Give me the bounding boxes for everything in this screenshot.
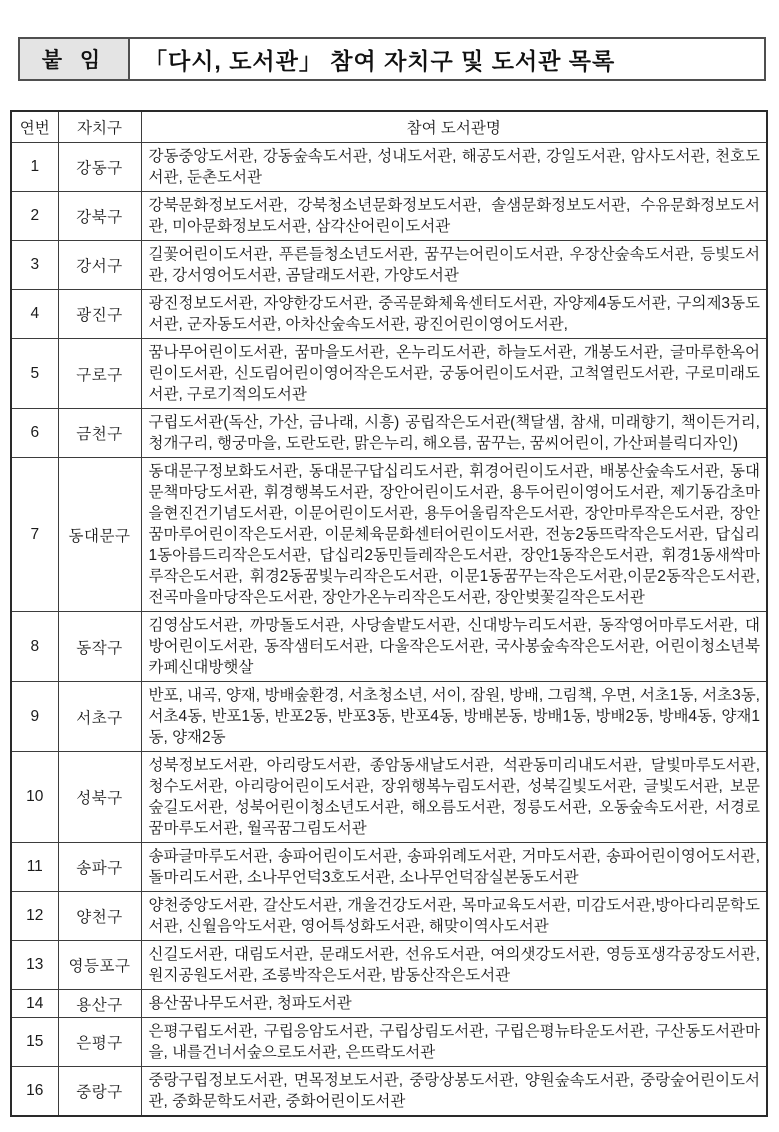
district-name: 광진구 bbox=[58, 290, 141, 339]
row-number: 3 bbox=[11, 241, 58, 290]
table-body bbox=[11, 143, 767, 1117]
row-number: 1 bbox=[11, 143, 58, 192]
table-row bbox=[11, 1018, 767, 1067]
district-name: 강북구 bbox=[58, 192, 141, 241]
district-name: 은평구 bbox=[58, 1018, 141, 1067]
row-number: 16 bbox=[11, 1067, 58, 1117]
library-list: 강북문화정보도서관, 강북청소년문화정보도서관, 솔샘문화정보도서관, 수유문화정보도서관, 미아문화정보도서관, 삼각산어린이도서관 bbox=[141, 192, 767, 241]
library-table-container bbox=[10, 110, 768, 1117]
table-row bbox=[11, 143, 767, 192]
table-header-row bbox=[11, 111, 767, 143]
district-name: 동작구 bbox=[58, 612, 141, 682]
district-name: 용산구 bbox=[58, 990, 141, 1018]
table-row bbox=[11, 682, 767, 752]
library-list: 강동중앙도서관, 강동숲속도서관, 성내도서관, 해공도서관, 강일도서관, 암사도서관, 천호도서관, 둔촌도서관 bbox=[141, 143, 767, 192]
row-number: 10 bbox=[11, 752, 58, 843]
table-row bbox=[11, 843, 767, 892]
library-list: 용산꿈나무도서관, 청파도서관 bbox=[141, 990, 767, 1018]
table-row bbox=[11, 892, 767, 941]
column-header-libraries: 참여 도서관명 bbox=[141, 111, 767, 143]
library-list: 은평구립도서관, 구립응암도서관, 구립상림도서관, 구립은평뉴타운도서관, 구산동도서관마을, 내를건너서숲으로도서관, 은뜨락도서관 bbox=[141, 1018, 767, 1067]
district-name: 강동구 bbox=[58, 143, 141, 192]
district-name: 동대문구 bbox=[58, 458, 141, 612]
column-header-no: 연번 bbox=[11, 111, 58, 143]
row-number: 4 bbox=[11, 290, 58, 339]
library-list: 반포, 내곡, 양재, 방배숲환경, 서초청소년, 서이, 잠원, 방배, 그림책, 우면, 서초1동, 서초3동, 서초4동, 반포1동, 반포2동, 반포3동, 반포4동, 방배본동, 방배1동, 방배2동, 방배4동, 양재1동, 양재2동 bbox=[141, 682, 767, 752]
row-number: 11 bbox=[11, 843, 58, 892]
library-list: 동대문구정보화도서관, 동대문구답십리도서관, 휘경어린이도서관, 배봉산숲속도서관, 동대문책마당도서관, 휘경행복도서관, 장안어린이도서관, 용두어린이영어도서관, 제기동감초마을현진건기념도서관, 이문어린이도서관, 용두어울림작은도서관, 장안마루작은도서관, 장안꿈마루어린이작은도서관, 이문체육문화센터어린이도서관, 전농2동뜨락작은도서관, 답십리1동아름드리작은도서관, 답십리2동민들레작은도서관, 장안1동작은도서관, 휘경1동새싹마루작은도서관, 휘경2동꿈빛누리작은도서관, 이문1동꿈꾸는작은도서관,이문2동작은도서관, 전곡마을마당작은도서관, 장안가온누리작은도서관, 장안벚꽃길작은도서관 bbox=[141, 458, 767, 612]
table-row bbox=[11, 1067, 767, 1117]
row-number: 15 bbox=[11, 1018, 58, 1067]
table-row bbox=[11, 192, 767, 241]
district-name: 강서구 bbox=[58, 241, 141, 290]
table-row bbox=[11, 241, 767, 290]
library-list: 구립도서관(독산, 가산, 금나래, 시흥) 공립작은도서관(책달샘, 참새, 미래향기, 책이든거리, 청개구리, 행궁마을, 도란도란, 맑은누리, 해오름, 꿈꾸는, 꿈씨어린이, 가산퍼블릭디자인) bbox=[141, 409, 767, 458]
row-number: 5 bbox=[11, 339, 58, 409]
table-row bbox=[11, 409, 767, 458]
district-name: 송파구 bbox=[58, 843, 141, 892]
row-number: 13 bbox=[11, 941, 58, 990]
row-number: 9 bbox=[11, 682, 58, 752]
library-list: 신길도서관, 대림도서관, 문래도서관, 선유도서관, 여의샛강도서관, 영등포생각공장도서관, 원지공원도서관, 조롱박작은도서관, 밤동산작은도서관 bbox=[141, 941, 767, 990]
table-row bbox=[11, 990, 767, 1018]
library-list: 중랑구립정보도서관, 면목정보도서관, 중랑상봉도서관, 양원숲속도서관, 중랑숲어린이도서관, 중화문학도서관, 중화어린이도서관 bbox=[141, 1067, 767, 1117]
library-list: 꿈나무어린이도서관, 꿈마을도서관, 온누리도서관, 하늘도서관, 개봉도서관, 글마루한옥어린이도서관, 신도림어린이영어작은도서관, 궁동어린이도서관, 고척열린도서관, 구로미래도서관, 구로기적의도서관 bbox=[141, 339, 767, 409]
column-header-district: 자치구 bbox=[58, 111, 141, 143]
district-name: 서초구 bbox=[58, 682, 141, 752]
district-name: 구로구 bbox=[58, 339, 141, 409]
library-table bbox=[10, 110, 768, 1117]
table-row bbox=[11, 290, 767, 339]
table-row bbox=[11, 339, 767, 409]
table-row bbox=[11, 458, 767, 612]
library-list: 길꽃어린이도서관, 푸른들청소년도서관, 꿈꾸는어린이도서관, 우장산숲속도서관, 등빛도서관, 강서영어도서관, 곰달래도서관, 가양도서관 bbox=[141, 241, 767, 290]
row-number: 14 bbox=[11, 990, 58, 1018]
row-number: 6 bbox=[11, 409, 58, 458]
table-row bbox=[11, 941, 767, 990]
library-list: 광진정보도서관, 자양한강도서관, 중곡문화체육센터도서관, 자양제4동도서관, 구의제3동도서관, 군자동도서관, 아차산숲속도서관, 광진어린이영어도서관, bbox=[141, 290, 767, 339]
district-name: 금천구 bbox=[58, 409, 141, 458]
table-header bbox=[11, 111, 767, 143]
page-title: 「다시, 도서관」 참여 자치구 및 도서관 목록 bbox=[144, 47, 616, 74]
attachment-header-box bbox=[18, 37, 766, 81]
table-row bbox=[11, 612, 767, 682]
district-name: 성북구 bbox=[58, 752, 141, 843]
row-number: 12 bbox=[11, 892, 58, 941]
library-list: 양천중앙도서관, 갈산도서관, 개울건강도서관, 목마교육도서관, 미감도서관,방아다리문학도서관, 신월음악도서관, 영어특성화도서관, 해맞이역사도서관 bbox=[141, 892, 767, 941]
table-row bbox=[11, 752, 767, 843]
library-list: 김영삼도서관, 까망돌도서관, 사당솔밭도서관, 신대방누리도서관, 동작영어마루도서관, 대방어린이도서관, 동작샘터도서관, 다울작은도서관, 국사봉숲속작은도서관, 어린이청소년북카페신대방햇살 bbox=[141, 612, 767, 682]
row-number: 2 bbox=[11, 192, 58, 241]
attachment-label: 붙 임 bbox=[20, 39, 130, 79]
row-number: 8 bbox=[11, 612, 58, 682]
district-name: 중랑구 bbox=[58, 1067, 141, 1117]
district-name: 양천구 bbox=[58, 892, 141, 941]
district-name: 영등포구 bbox=[58, 941, 141, 990]
library-list: 송파글마루도서관, 송파어린이도서관, 송파위례도서관, 거마도서관, 송파어린이영어도서관, 돌마리도서관, 소나무언덕3호도서관, 소나무언덕잠실본동도서관 bbox=[141, 843, 767, 892]
row-number: 7 bbox=[11, 458, 58, 612]
library-list: 성북정보도서관, 아리랑도서관, 종암동새날도서관, 석관동미리내도서관, 달빛마루도서관, 청수도서관, 아리랑어린이도서관, 장위행복누림도서관, 성북길빛도서관, 글빛도서관, 보문숲길도서관, 성북어린이청소년도서관, 해오름도서관, 정릉도서관, 오동숲속도서관, 서경로꿈마루도서관, 월곡꿈그림도서관 bbox=[141, 752, 767, 843]
